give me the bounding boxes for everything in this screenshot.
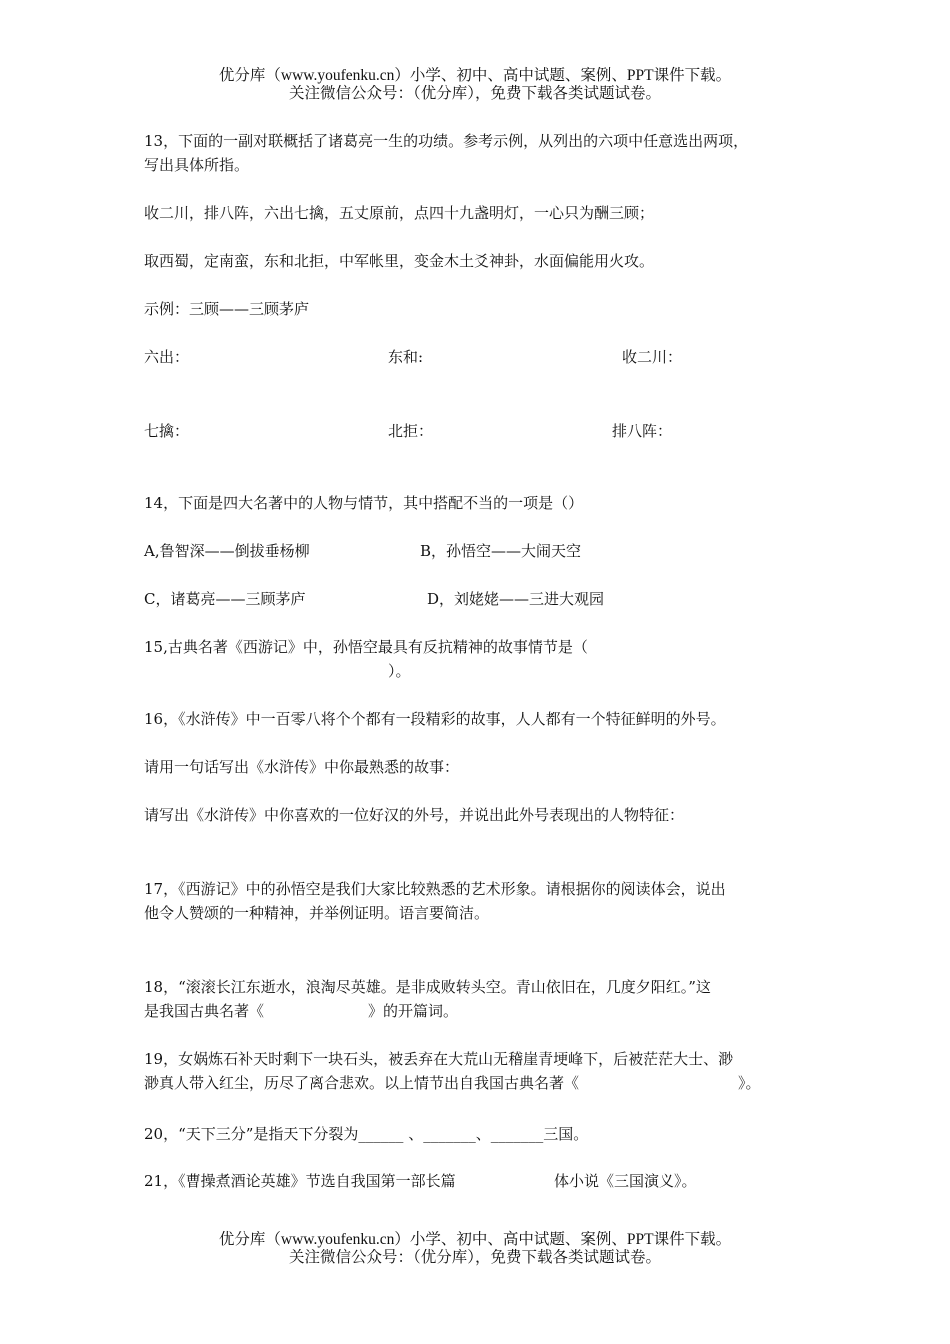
q13-stem-line-1: 13，下面的一副对联概括了诸葛亮一生的功绩。参考示例，从列出的六项中任意选出两项，	[144, 132, 749, 150]
q18-stem-line-1: 18，“滚滚长江东逝水，浪淘尽英雄。是非成败转头空。青山依旧在，几度夕阳红。”这	[144, 978, 711, 996]
q18-stem-line-2-end: 》的开篇词。	[368, 1002, 459, 1020]
q14-option-c: C，诸葛亮——三顾茅庐	[144, 590, 306, 608]
q14-option-d: D，刘姥姥——三进大观园	[427, 590, 605, 608]
q16-stem-line-2: 请用一句话写出《水浒传》中你最熟悉的故事：	[144, 758, 460, 776]
q13-example: 示例：三顾——三顾茅庐	[144, 300, 310, 318]
q19-stem-line-2-end: 》。	[738, 1074, 761, 1092]
q19-stem-line-2-start: 渺真人带入红尘，历尽了离合悲欢。以上情节出自我国古典名著《	[144, 1074, 580, 1092]
q19-stem-line-1: 19，女娲炼石补天时剩下一块石头，被丢弃在大荒山无稽崖青埂峰下，后被茫茫大士、渺	[144, 1050, 734, 1068]
header-line-1: 优分库（www.youfenku.cn）小学、初中、高中试题、案例、PPT课件下载。	[218, 67, 732, 84]
q20-stem: 20，“天下三分”是指天下分裂为______ 、_______、_______三国。	[144, 1125, 589, 1143]
q13-couplet-2: 取西蜀，定南蛮，东和北拒，中军帐里，变金木土爻神卦，水面偏能用火攻。	[144, 252, 655, 270]
q17-stem-line-2: 他令人赞颂的一种精神，并举例证明。语言要简洁。	[144, 904, 490, 922]
q13-answer-label-paibazhen: 排八阵：	[612, 422, 673, 440]
q13-answer-label-beiju: 北拒：	[388, 422, 434, 440]
q18-stem-line-2-start: 是我国古典名著《	[144, 1002, 265, 1020]
footer-line-2: 关注微信公众号：（优分库），免费下载各类试题试卷。	[288, 1249, 661, 1266]
q14-option-a: A,鲁智深——倒拔垂杨柳	[144, 542, 310, 560]
q13-answer-label-qiqin: 七擒：	[144, 422, 190, 440]
q15-stem-line-2: ）。	[388, 662, 411, 680]
q21-stem-end: 体小说《三国演义》。	[554, 1172, 697, 1190]
q13-answer-label-donghe: 东和:	[388, 348, 424, 366]
footer-line-1: 优分库（www.youfenku.cn）小学、初中、高中试题、案例、PPT课件下载。	[218, 1231, 732, 1248]
header-line-2: 关注微信公众号：（优分库），免费下载各类试题试卷。	[288, 85, 661, 102]
q15-stem-line-1: 15,古典名著《西游记》中，孙悟空最具有反抗精神的故事情节是（	[144, 638, 588, 656]
q17-stem-line-1: 17，《西游记》中的孙悟空是我们大家比较熟悉的艺术形象。请根据你的阅读体会，说出	[144, 880, 726, 898]
q16-stem-line-1: 16，《水浒传》中一百零八将个个都有一段精彩的故事，人人都有一个特征鲜明的外号。	[144, 710, 726, 728]
q14-option-b: B，孙悟空——大闹天空	[420, 542, 582, 560]
q14-stem: 14，下面是四大名著中的人物与情节，其中搭配不当的一项是（）	[144, 494, 584, 512]
q21-stem-start: 21，《曹操煮酒论英雄》节选自我国第一部长篇	[144, 1172, 456, 1190]
q13-answer-label-shouerchuan: 收二川：	[622, 348, 683, 366]
q16-stem-line-3: 请写出《水浒传》中你喜欢的一位好汉的外号，并说出此外号表现出的人物特征：	[144, 806, 685, 824]
q13-stem-line-2: 写出具体所指。	[144, 156, 250, 174]
q13-answer-label-liuchu: 六出：	[144, 348, 190, 366]
q13-couplet-1: 收二川，排八阵，六出七擒，五丈原前，点四十九盏明灯，一心只为酬三顾；	[144, 204, 655, 222]
